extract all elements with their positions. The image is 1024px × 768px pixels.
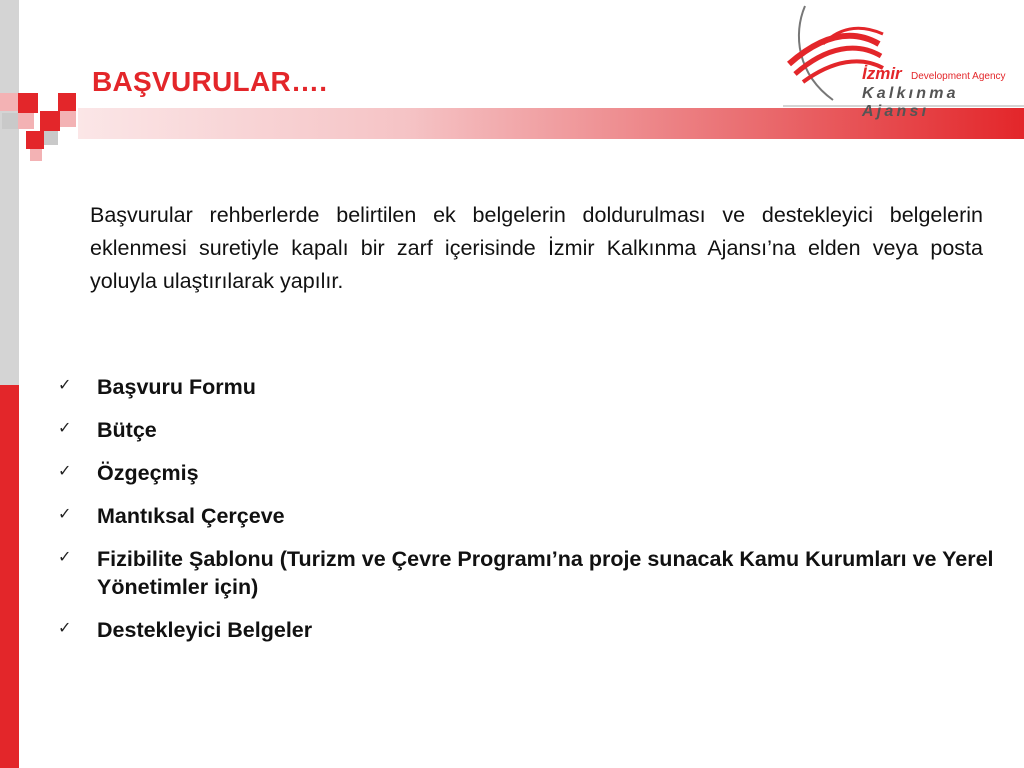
list-item (58, 416, 1018, 444)
list-item-label: Başvuru Formu (97, 375, 256, 399)
logo-english: Development Agency (911, 71, 1006, 82)
logo-name: İzmir (862, 64, 902, 83)
list-item (58, 459, 1018, 487)
checkmark-icon: ✓ (58, 377, 72, 394)
list-item (58, 502, 1018, 530)
list-item-label: Destekleyici Belgeler (97, 618, 313, 642)
list-item-label: Bütçe (97, 418, 157, 442)
logo-turkish: Kalkınma Ajansı (862, 85, 959, 120)
list-item-label: Fizibilite Şablonu (Turizm ve Çevre Programı’na proje sunacak Kamu Kurumları ve Yerel Yönetimler için) (97, 547, 994, 599)
intro-paragraph: Başvurular rehberlerde belirtilen ek belgelerin doldurulması ve destekleyici belgelerin eklenmesi suretiyle kapalı bir zarf içerisinde İzmir Kalkınma Ajansı’na elden veya posta yoluyla ulaştırılarak yapılır. (90, 203, 983, 293)
list-item-label: Mantıksal Çerçeve (97, 504, 285, 528)
checkmark-icon: ✓ (58, 620, 72, 637)
list-item (58, 373, 1018, 401)
checkmark-icon: ✓ (58, 420, 72, 437)
slide-title: BAŞVURULAR…. (92, 66, 328, 97)
list-item (58, 545, 1018, 601)
required-documents-list (58, 373, 1018, 659)
list-item (58, 616, 1018, 644)
left-gray-stripe (0, 0, 19, 385)
checkmark-icon: ✓ (58, 506, 72, 523)
list-item-label: Özgeçmiş (97, 461, 199, 485)
checkmark-icon: ✓ (58, 463, 72, 480)
checkmark-icon: ✓ (58, 549, 72, 566)
left-red-stripe (0, 385, 19, 768)
